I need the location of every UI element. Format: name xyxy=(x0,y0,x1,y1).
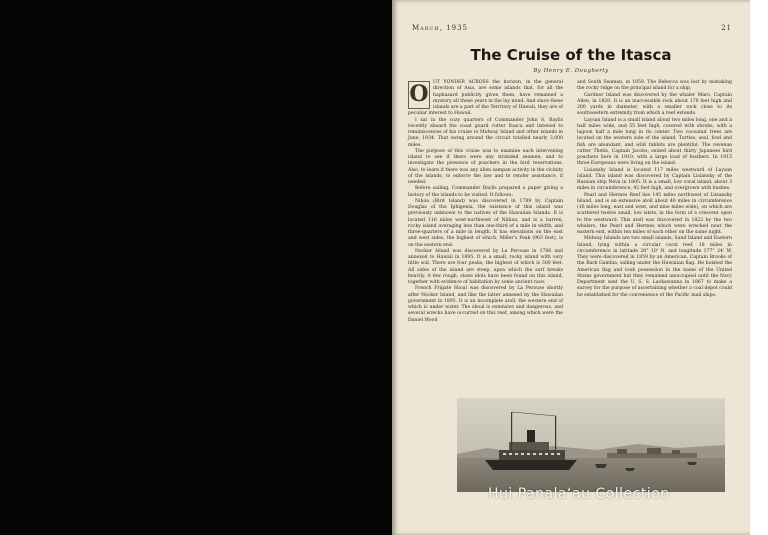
article-title: The Cruise of the Itasca xyxy=(470,46,672,64)
running-head: March, 1935 xyxy=(412,24,468,32)
drop-cap: O xyxy=(409,81,429,107)
paragraph: French Frigate Shoal was discovered by La Perouse shortly after Necker Island, and like the latter annexed by the Hawaiian government in 1895. It is an incomplete atoll, the western end of which is under water. The shoal is extensive and dangerous, and several wrecks have occurred on this reef, among which were the Daniel Wood xyxy=(408,286,563,323)
collection-watermark: Hui Panala‘au Collection xyxy=(488,486,670,502)
paragraph: I sat in the cozy quarters of Commander John S. Baylis recently aboard the coast guard cutter Itasca and listened to reminiscences of his cruise to Midway Island and other islands in June, 1934. That swing around the circuit totalled nearly 3,000 miles. xyxy=(408,117,563,148)
paragraph: Nihoa (Bird Island) was discovered in 1789 by Captain Douglas of the Iphigenia, the existence of this island was previously unknown to the natives of the Hawaiian Islands. It is located 116 miles west-northwest of Niihau, and is a barren, rocky island averaging less than one-third of a mile in width, and three-quarters of a mile in length. It has elevations on the east and west sides, the highest of which, Miller's Peak (903 feet), is on the eastern end. xyxy=(408,198,563,248)
paragraph: Midway Islands are two small islands, Sand Island and Eastern Island, lying within a circular coral reef, 18 miles in circumference in latitude 28° 10' N. and longitude 177° 24' W. They were discovered in 1859 by an American, Captain Brooks of the Bark Gambia, sailing under the Hawaiian flag. He hoisted the American flag and took possession in the name of the United States government but they remained unoccupied until the Navy Department sent the U. S. S. Lackawanna in 1867 to make a survey for the purpose of ascertaining whether a coal depot could be established for the convenience of the Pacific mail ships. xyxy=(577,236,732,298)
article-byline: By Henry E. Dougherty xyxy=(533,68,609,74)
paragraph: Necker Island was discovered by La Perouse in 1786 and annexed to Hawaii in 1895. It is a small, rocky island with very little soil. There are four peaks, the highest of which is 300 feet. All sides of the island are steep, upon which the surf breaks heavily. A few rough, stone idols have been found on this island, together with evidence of habitation by some ancient race. xyxy=(408,248,563,285)
paragraph xyxy=(408,80,563,118)
paragraph: Laysan Island is a small island about two miles long, one and a half miles wide, and 55 feet high, covered with shrubs, with a lagoon half a mile long in its center. Two cocoanut trees are located on the western side of the island. Turtles, seal, fowl and fish are abundant, and wild rabbits are plentiful. The revenue cutter Thetis, Captain Jacobs, seized about thirty Japanese bird poachers here in 1910, with a large load of feathers. In 1915 three Europeans were living on the island. xyxy=(577,117,732,167)
text-column-left xyxy=(408,80,563,324)
right-margin xyxy=(750,0,768,535)
paragraph: Lisiansky Island is located 117 miles westward of Laysan Island. This island was discovered by Captain Lisiansky of the Russian ship Neva in 1805. It is a small, low coral island, about 3 miles in circumference, 42 feet high, and overgrown with bushes. xyxy=(577,167,732,192)
paragraph-text: UT YONDER ACROSS the horizon, in the general direction of Asia, are some islands that, for all the haphazard publicity given them, have remained a mystery all these years in the lay mind. And since these islands are a part of the Territory of Hawaii, they are of peculiar interest to Hawaii. xyxy=(408,80,563,117)
paragraph: Pearl and Hermes Reef lies 145 miles northwest of Lisiansky Island, and is an extensive atoll about 40 miles in circumference (16 miles long, east and west, and nine miles wide), on which are scattered twelve small, low islets, in the form of a crescent open to the westward. This atoll was discovered in 1822 by the two whalers, the Pearl and Hermes which were wrecked near the eastern end, within ten miles of each other on the same night. xyxy=(577,192,732,235)
paragraph: Before sailing, Commander Baylis prepared a paper giving a history of the islands to be visited. It follows: xyxy=(408,186,563,198)
text-column-right xyxy=(577,80,732,299)
paragraph: Gardner Island was discovered by the whaler Maro, Captain Allen, in 1820. It is an inaccessible rock about 170 feet high and 200 yards in diameter, with a smaller rock close to its southwestern extremity from which a reef extends. xyxy=(577,92,732,117)
page-number: 21 xyxy=(721,24,732,32)
paragraph: and South Seaman, in 1859. The Rebecca was lost by mistaking the rocky ridge on the principal island for a ship. xyxy=(577,80,732,92)
ship-photo xyxy=(457,398,725,492)
paragraph: The purpose of this cruise was to examine each intervening island to see if there were any stranded seamen, and to investigate the presence of poachers in the bird reservations. Also, to learn if there was any alien sampan activity in the vicinity of the islands, to enforce the law and to render assistance, if needed. xyxy=(408,148,563,185)
